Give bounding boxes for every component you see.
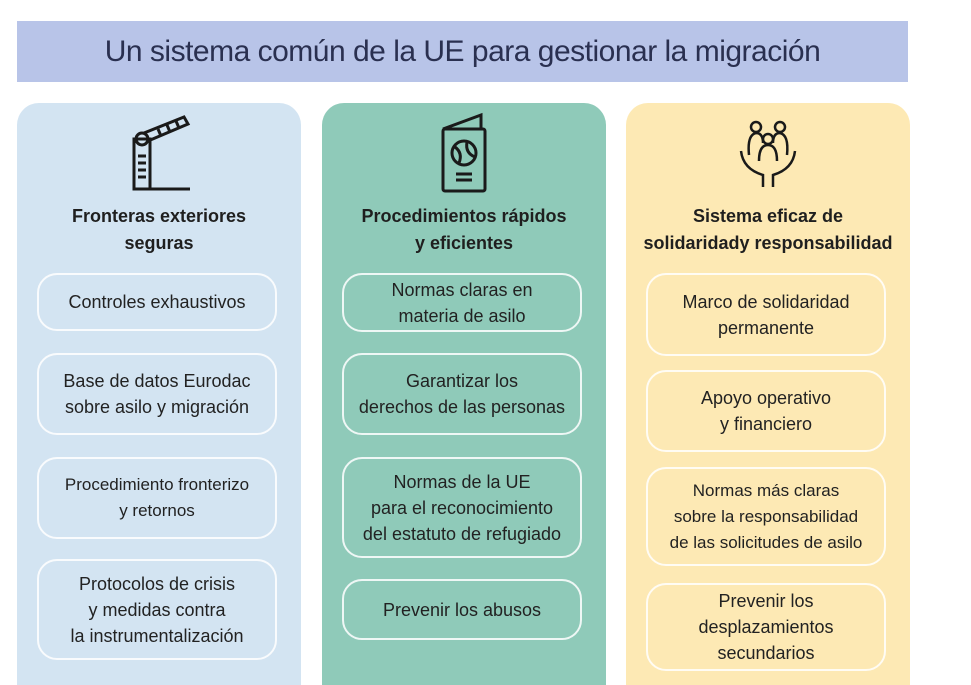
- item-box: Base de datos Eurodac sobre asilo y migración: [37, 353, 277, 435]
- item-box: Prevenir los abusos: [342, 579, 582, 640]
- column-solidarity: [626, 103, 910, 685]
- item-box: Normas claras en materia de asilo: [342, 273, 582, 332]
- column-fast-procedures: [322, 103, 606, 685]
- column-heading: Procedimientos rápidos y eficientes: [361, 206, 567, 253]
- item-box: Apoyo operativo y financiero: [646, 370, 886, 452]
- family-in-hands-icon: [723, 111, 813, 193]
- page-title: Un sistema común de la UE para gestionar la migración: [104, 34, 821, 68]
- item-box: Garantizar los derechos de las personas: [342, 353, 582, 435]
- item-box: Procedimiento fronterizo y retornos: [37, 457, 277, 539]
- item-box: Prevenir los desplazamientos secundarios: [646, 583, 886, 671]
- title-banner: [17, 21, 908, 82]
- column-heading: Fronteras exteriores seguras: [71, 206, 247, 253]
- column-external-borders: [17, 103, 301, 685]
- item-box: Controles exhaustivos: [37, 273, 277, 331]
- item-box: Normas de la UE para el reconocimiento del estatuto de refugiado: [342, 457, 582, 558]
- passport-icon: [419, 111, 509, 193]
- column-heading: Sistema eficaz de solidaridady responsabilidad: [643, 206, 893, 253]
- border-barrier-icon: [114, 111, 204, 193]
- item-box: Marco de solidaridad permanente: [646, 273, 886, 356]
- item-box: Protocolos de crisis y medidas contra la instrumentalización: [37, 559, 277, 660]
- item-box: Normas más claras sobre la responsabilidad de las solicitudes de asilo: [646, 467, 886, 566]
